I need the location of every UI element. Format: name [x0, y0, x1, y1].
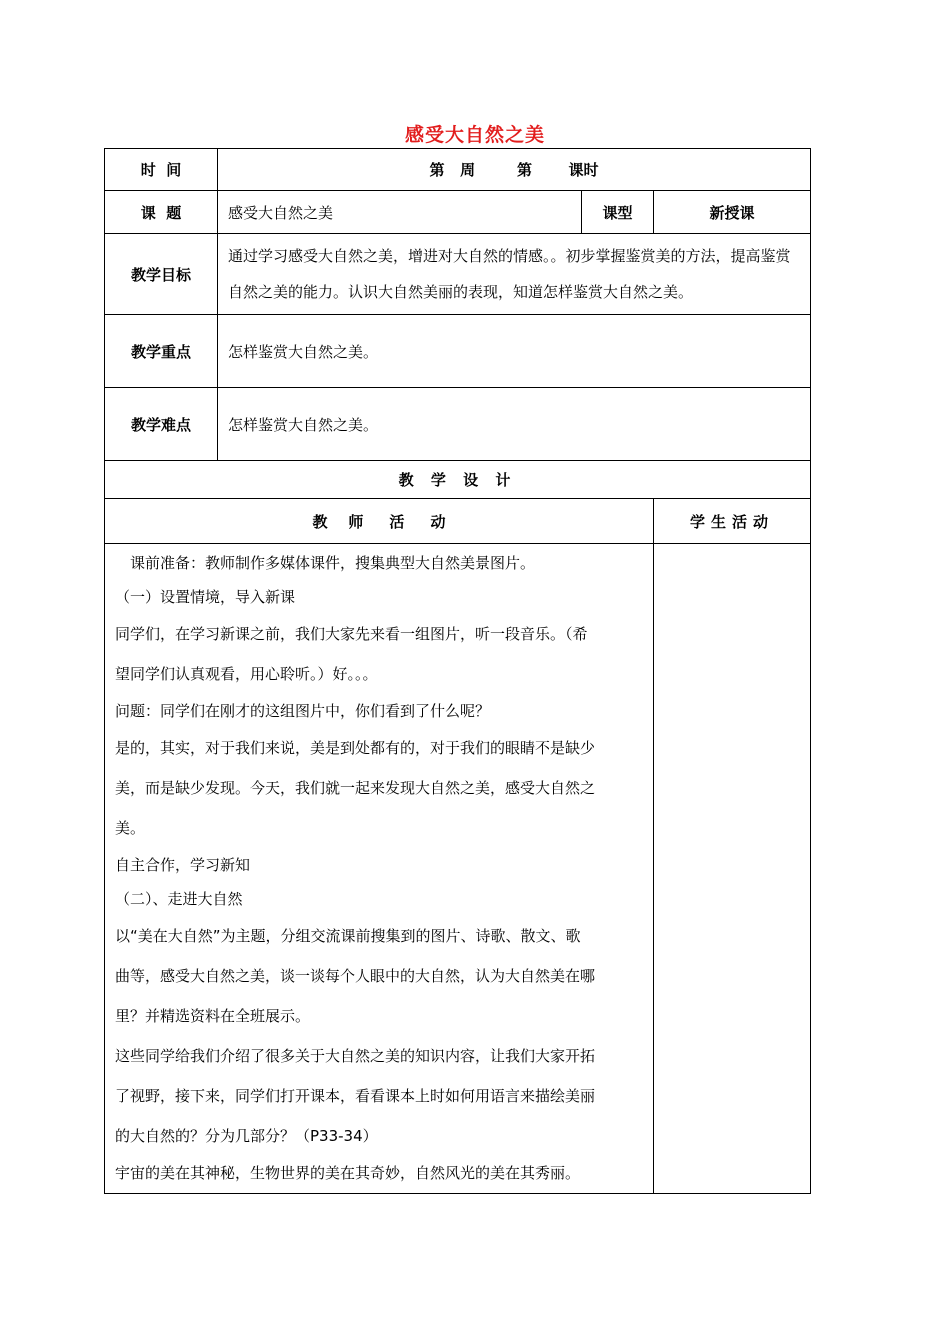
topic-label: 课 题: [105, 191, 218, 234]
goal-value: 通过学习感受大自然之美，增进对大自然的情感。。初步掌握鉴赏美的方法，提高鉴赏自然之美的能力。认识大自然美丽的表现，知道怎样鉴赏大自然之美。: [218, 234, 811, 315]
teacher-line: 是的，其实，对于我们来说，美是到处都有的，对于我们的眼睛不是缺少: [115, 739, 596, 757]
design-header-row: [105, 461, 811, 499]
activity-content-row: [105, 544, 811, 1194]
key-value: 怎样鉴赏大自然之美。: [218, 315, 811, 388]
teacher-line: 了视野，接下来，同学们打开课本，看看课本上时如何用语言来描绘美丽: [115, 1087, 596, 1105]
teacher-line: （一）设置情境，导入新课: [115, 588, 296, 606]
teacher-line: 里？并精选资料在全班展示。: [115, 1007, 311, 1025]
teacher-line: 曲等，感受大自然之美，谈一谈每个人眼中的大自然，认为大自然美在哪: [115, 967, 596, 985]
teacher-line: 自主合作，学习新知: [115, 856, 251, 874]
goal-row: [105, 234, 811, 315]
goal-label: 教学目标: [105, 234, 218, 315]
difficulty-label: 教学难点: [105, 388, 218, 461]
key-row: [105, 315, 811, 388]
teacher-line: 这些同学给我们介绍了很多关于大自然之美的知识内容，让我们大家开拓: [115, 1047, 596, 1065]
time-row: [105, 149, 811, 191]
document-title: 感受大自然之美: [404, 124, 545, 146]
teacher-line: 课前准备：教师制作多媒体课件，搜集典型大自然美景图片。: [130, 554, 536, 572]
teacher-line: 问题：同学们在刚才的这组图片中，你们看到了什么呢？: [115, 702, 491, 720]
difficulty-row: [105, 388, 811, 461]
lesson-type-value: 新授课: [654, 191, 811, 234]
teacher-activity-header: 教 师 活 动: [105, 499, 654, 544]
teacher-line: 美。: [115, 819, 146, 837]
student-activity-header: 学生活动: [654, 499, 811, 544]
time-label: 时 间: [105, 149, 218, 191]
teacher-line: 美，而是缺少发现。今天，我们就一起来发现大自然之美，感受大自然之: [115, 779, 596, 797]
teacher-line: 同学们，在学习新课之前，我们大家先来看一组图片，听一段音乐。（希: [115, 625, 588, 643]
teacher-line: 望同学们认真观看，用心聆听。）好。。。: [115, 665, 378, 683]
design-header: 教 学 设 计: [105, 461, 811, 499]
teacher-line: 宇宙的美在其神秘，生物世界的美在其奇妙，自然风光的美在其秀丽。: [115, 1164, 581, 1182]
teacher-line: 以“美在大自然”为主题，分组交流课前搜集到的图片、诗歌、散文、歌: [115, 927, 581, 945]
teacher-activity-content: [105, 544, 654, 1194]
difficulty-value: 怎样鉴赏大自然之美。: [218, 388, 811, 461]
topic-row: [105, 191, 811, 234]
time-value: 第 周 第 课时: [218, 149, 811, 191]
lesson-type-label: 课型: [582, 191, 654, 234]
topic-value: 感受大自然之美: [218, 191, 582, 234]
key-label: 教学重点: [105, 315, 218, 388]
student-activity-content: [654, 544, 811, 1194]
teacher-line: 的大自然的？分为几部分？（P33-34）: [115, 1127, 378, 1145]
activity-header-row: [105, 499, 811, 544]
teacher-line: （二）、走进大自然: [115, 890, 243, 908]
lesson-plan-table: [104, 148, 811, 1194]
